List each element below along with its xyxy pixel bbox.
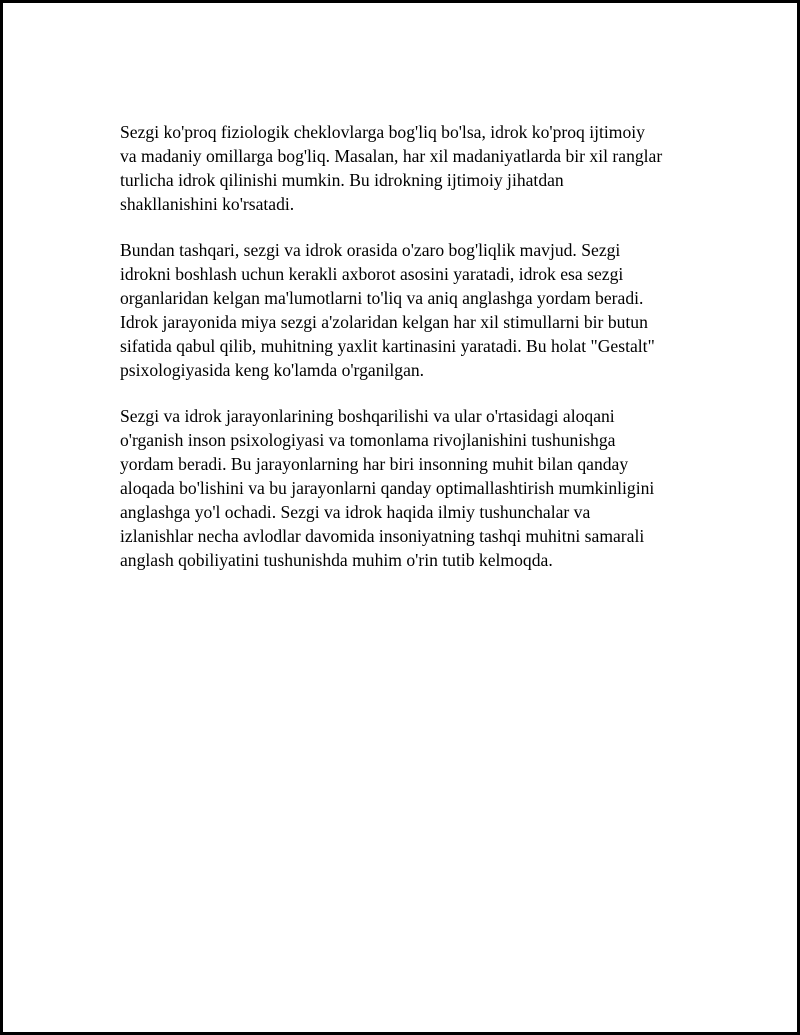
document-body bbox=[120, 120, 700, 594]
paragraph-1: Sezgi ko'proq fiziologik cheklovlarga bog'liq bo'lsa, idrok ko'proq ijtimoiy va madaniy omillarga bog'liq. Masalan, har xil madaniyatlarda bir xil ranglar turlicha idrok qilinishi mumkin. Bu idrokning ijtimoiy jihatdan shakllanishini ko'rsatadi. bbox=[120, 122, 663, 214]
paragraph-2: Bundan tashqari, sezgi va idrok orasida o'zaro bog'liqlik mavjud. Sezgi idrokni boshlash uchun kerakli axborot asosini yaratadi, idrok esa sezgi organlaridan kelgan ma'lumotlarni to'liq va aniq anglashga yordam beradi. Idrok jarayonida miya sezgi a'zolaridan kelgan har xil stimullarni bir butun sifatida qabul qilib, muhitning yaxlit kartinasini yaratadi. Bu holat "Gestalt" psixologiyasida keng ko'lamda o'rganilgan. bbox=[120, 240, 655, 380]
paragraph-3: Sezgi va idrok jarayonlarining boshqarilishi va ular o'rtasidagi aloqani o'rganish inson psixologiyasi va tomonlama rivojlanishini tushunishga yordam beradi. Bu jarayonlarning har biri insonning muhit bilan qanday aloqada bo'lishini va bu jarayonlarni qanday optimallashtirish mumkinligini anglashga yo'l ochadi. Sezgi va idrok haqida ilmiy tushunchalar va izlanishlar necha avlodlar davomida insoniyatning tashqi muhitni samarali anglash qobiliyatini tushunishda muhim o'rin tutib kelmoqda. bbox=[120, 406, 655, 570]
